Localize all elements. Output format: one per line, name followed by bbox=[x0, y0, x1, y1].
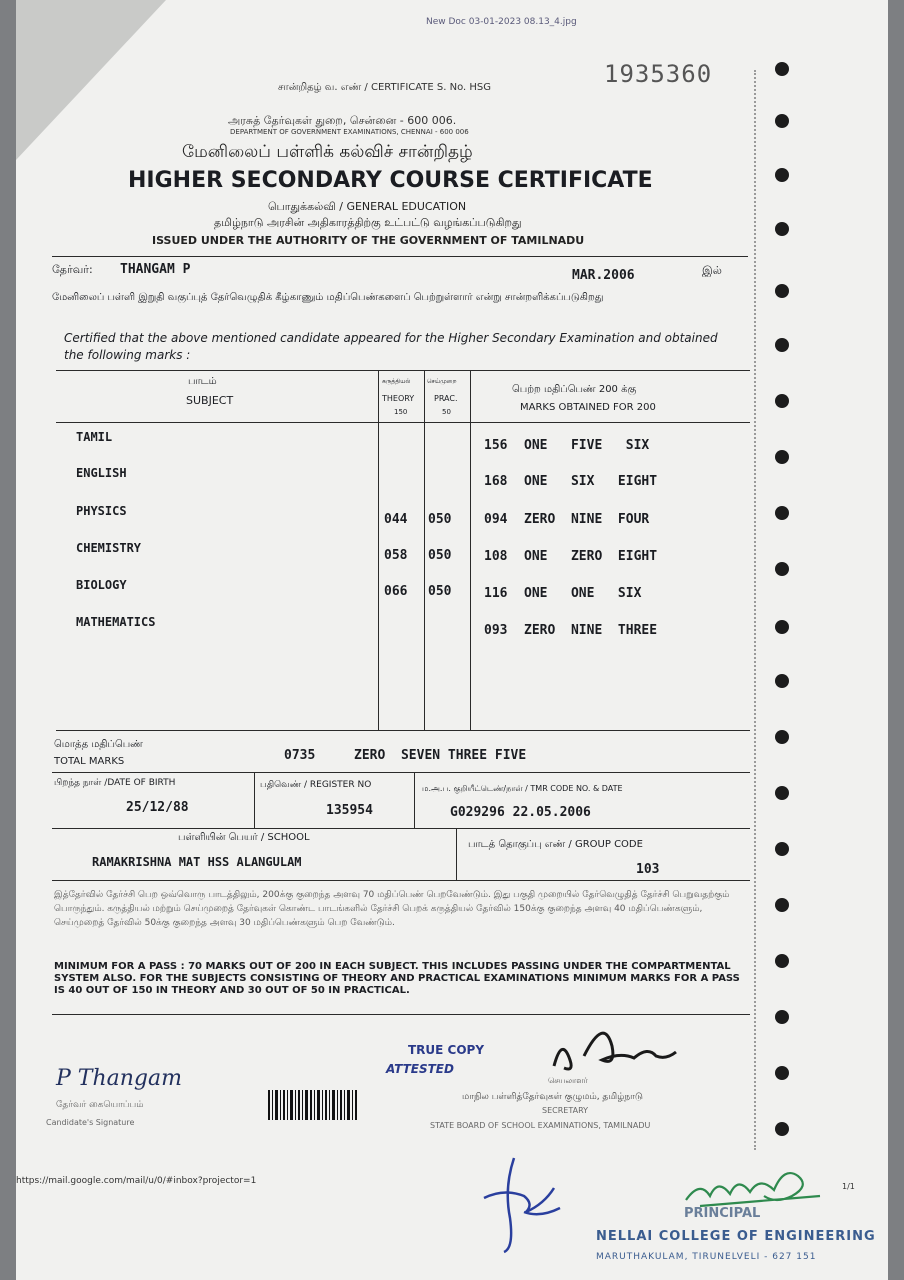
punch-hole bbox=[775, 842, 789, 856]
prac-value: 050 bbox=[428, 512, 452, 527]
true-copy-stamp: TRUE COPY bbox=[408, 1043, 485, 1057]
punch-hole bbox=[775, 114, 789, 128]
candidate-signature: P Thangam bbox=[56, 1066, 182, 1091]
page-number: 1/1 bbox=[842, 1182, 855, 1191]
candidate-sign-label: Candidate's Signature bbox=[46, 1118, 135, 1127]
theory-max: 150 bbox=[394, 408, 408, 416]
tamil-note: இத்தேர்வில் தேர்ச்சி பெற ஒவ்வொரு பாடத்திலும், 200க்கு குறைந்த அளவு 70 மதிப்பெண் பெறவேண்டும். இது பகுதி முறையில் தேர்வெழுதித் தேர்ச்சி பெறுவதற்கும் பொருந்தும். கருத்தியல் மற்றும் செய்முறைத் தேர்வுகள் கொண்ட பாடங்களில் தேர்ச்சி பெறக் கருத்தியல் தேர்வில் 150க்கு குறைந்த அளவு 40 மதிப்பெண்களும், செய்முறைத் தேர்வில் 50க்கு குறைந்த அளவு 30 மதிப்பெண்களும் பெற வேண்டும். bbox=[54, 890, 730, 928]
marks-header-tamil: பெற்ற மதிப்பெண் 200 க்கு bbox=[512, 384, 637, 395]
principal-label: PRINCIPAL bbox=[684, 1206, 761, 1221]
subject-name: BIOLOGY bbox=[76, 578, 127, 592]
marks-value: 168 bbox=[484, 474, 508, 489]
board-label: STATE BOARD OF SCHOOL EXAMINATIONS, TAMILNADU bbox=[430, 1121, 651, 1130]
tmr-value: G029296 22.05.2006 bbox=[450, 805, 591, 820]
divider bbox=[52, 880, 750, 881]
marks-value: 108 bbox=[484, 549, 508, 564]
punch-hole bbox=[775, 394, 789, 408]
marks-words: ONE ONE SIX bbox=[524, 586, 642, 601]
authority-english: ISSUED UNDER THE AUTHORITY OF THE GOVERNMENT OF TAMILNADU bbox=[152, 234, 585, 247]
title-english: HIGHER SECONDARY COURSE CERTIFICATE bbox=[128, 168, 653, 193]
dob-value: 25/12/88 bbox=[126, 800, 189, 815]
statement-tamil: மேனிலைப் பள்ளி இறுதி வகுப்புத் தேர்வெழுதிக் கீழ்காணும் மதிப்பெண்களைப் பெற்றுள்ளார் என்று சான்றளிக்கப்படுகிறது bbox=[52, 292, 604, 303]
board-tamil: மாநில பள்ளித்தேர்வுகள் குழுமம், தமிழ்நாடு bbox=[462, 1092, 643, 1102]
punch-hole bbox=[775, 786, 789, 800]
theory-value: 066 bbox=[384, 584, 408, 599]
secretary-signature bbox=[544, 1016, 684, 1076]
total-value: 0735 bbox=[284, 748, 316, 763]
register-label: பதிவெண் / REGISTER NO bbox=[260, 780, 372, 790]
secretary-tamil: செயலாளர் bbox=[548, 1076, 588, 1085]
punch-hole bbox=[775, 450, 789, 464]
marks-words: ONE ZERO EIGHT bbox=[524, 549, 658, 564]
punch-hole bbox=[775, 730, 789, 744]
col-divider bbox=[414, 772, 415, 828]
english-note: MINIMUM FOR A PASS : 70 MARKS OUT OF 200 IN EACH SUBJECT. THIS INCLUDES PASSING UNDER THE COMPARTMENTAL SYSTEM ALSO. FOR THE SUBJECTS CONSISTING OF THEORY AND PRACTICAL EXAMINATIONS MINIMUM MARKS FOR A PASS IS 40 OUT OF 150 IN THEORY AND 30 OUT OF 50 IN PRACTICAL. bbox=[54, 961, 740, 996]
marks-words: ONE SIX EIGHT bbox=[524, 474, 658, 489]
subject-header: SUBJECT bbox=[186, 394, 234, 407]
prac-max: 50 bbox=[442, 408, 451, 416]
subject-name: PHYSICS bbox=[76, 504, 127, 518]
total-label: TOTAL MARKS bbox=[54, 756, 125, 767]
prac-value: 050 bbox=[428, 548, 452, 563]
register-value: 135954 bbox=[326, 803, 373, 818]
tmr-label: ம.அ.ப. குறியீட்டெண்/நாள் / TMR CODE NO. & DATE bbox=[422, 784, 623, 793]
col-divider bbox=[456, 828, 457, 880]
punch-hole bbox=[775, 338, 789, 352]
group-code: 103 bbox=[636, 862, 660, 877]
marks-words: ZERO NINE THREE bbox=[524, 623, 658, 638]
marks-value: 156 bbox=[484, 438, 508, 453]
attestation-signature bbox=[464, 1148, 574, 1258]
table-header-bottom bbox=[56, 422, 750, 423]
name-label: தேர்வர்: bbox=[52, 263, 93, 276]
col-divider-1 bbox=[378, 370, 379, 730]
marks-header: MARKS OBTAINED FOR 200 bbox=[520, 402, 656, 413]
punch-hole bbox=[775, 506, 789, 520]
dept-english: DEPARTMENT OF GOVERNMENT EXAMINATIONS, CHENNAI - 600 006 bbox=[230, 128, 469, 136]
punch-hole bbox=[775, 1066, 789, 1080]
divider bbox=[52, 828, 750, 829]
col-divider bbox=[254, 772, 255, 828]
theory-header-tamil: கருத்தியல் bbox=[382, 378, 411, 385]
title-tamil: மேனிலைப் பள்ளிக் கல்விச் சான்றிதழ் bbox=[182, 142, 473, 162]
attested-stamp: ATTESTED bbox=[386, 1062, 454, 1076]
serial-number: 1935360 bbox=[604, 60, 713, 88]
divider bbox=[52, 772, 750, 773]
punch-hole bbox=[775, 222, 789, 236]
subject-name: ENGLISH bbox=[76, 466, 127, 480]
divider bbox=[52, 1014, 750, 1015]
table-bottom bbox=[56, 730, 750, 731]
page-fold bbox=[16, 0, 166, 160]
table-top bbox=[56, 370, 750, 371]
group-label: பாடத் தொகுப்பு எண் / GROUP CODE bbox=[468, 839, 643, 850]
subject-name: CHEMISTRY bbox=[76, 541, 142, 555]
secretary-label: SECRETARY bbox=[542, 1106, 589, 1115]
authority-tamil: தமிழ்நாடு அரசின் அதிகாரத்திற்கு உட்பட்டு வழங்கப்படுகிறது bbox=[214, 216, 522, 229]
exam-suffix: இல் bbox=[702, 264, 722, 277]
marks-value: 116 bbox=[484, 586, 508, 601]
serial-label: சான்றிதழ் வ. எண் / CERTIFICATE S. No. HSG bbox=[278, 82, 492, 93]
punch-hole bbox=[775, 674, 789, 688]
total-words: ZERO SEVEN THREE FIVE bbox=[354, 748, 527, 763]
subtitle: பொதுக்கல்வி / GENERAL EDUCATION bbox=[268, 200, 467, 213]
certificate-sheet bbox=[16, 0, 888, 1280]
punch-hole bbox=[775, 284, 789, 298]
candidate-sign-tamil: தேர்வர் கையொப்பம் bbox=[56, 1100, 144, 1110]
dept-tamil: அரசுத் தேர்வுகள் துறை, சென்னை - 600 006. bbox=[228, 114, 457, 127]
punch-hole bbox=[775, 168, 789, 182]
prac-value: 050 bbox=[428, 584, 452, 599]
punch-hole bbox=[775, 954, 789, 968]
college-address: MARUTHAKULAM, TIRUNELVELI - 627 151 bbox=[596, 1252, 817, 1262]
school-name: RAMAKRISHNA MAT HSS ALANGULAM bbox=[92, 855, 302, 869]
total-label-tamil: மொத்த மதிப்பெண் bbox=[54, 739, 143, 750]
marks-value: 093 bbox=[484, 623, 508, 638]
col-divider-2 bbox=[424, 370, 425, 730]
punch-hole bbox=[775, 898, 789, 912]
perforation-line bbox=[754, 70, 756, 1150]
subject-name: TAMIL bbox=[76, 430, 113, 444]
col-divider-3 bbox=[470, 370, 471, 730]
marks-words: ONE FIVE SIX bbox=[524, 438, 650, 453]
marks-words: ZERO NINE FOUR bbox=[524, 512, 650, 527]
theory-header: THEORY bbox=[382, 394, 415, 403]
filename-text: New Doc 03-01-2023 08.13_4.jpg bbox=[426, 17, 577, 27]
candidate-name: THANGAM P bbox=[120, 262, 191, 277]
college-name: NELLAI COLLEGE OF ENGINEERING bbox=[596, 1229, 876, 1244]
barcode-icon bbox=[268, 1090, 360, 1120]
marks-value: 094 bbox=[484, 512, 508, 527]
prac-header-tamil: செய்முறை bbox=[427, 378, 457, 385]
punch-hole bbox=[775, 562, 789, 576]
school-label: பள்ளியின் பெயர் / SCHOOL bbox=[178, 832, 310, 843]
statement-english: Certified that the above mentioned candidate appeared for the Higher Secondary Examination and obtained the following marks : bbox=[64, 331, 718, 362]
punch-hole bbox=[775, 1122, 789, 1136]
punch-hole bbox=[775, 62, 789, 76]
punch-hole bbox=[775, 620, 789, 634]
theory-value: 044 bbox=[384, 512, 408, 527]
subject-name: MATHEMATICS bbox=[76, 615, 156, 629]
prac-header: PRAC. bbox=[434, 394, 458, 403]
dob-label: பிறந்த நாள் /DATE OF BIRTH bbox=[54, 778, 176, 788]
theory-value: 058 bbox=[384, 548, 408, 563]
divider bbox=[52, 256, 748, 257]
subject-header-tamil: பாடம் bbox=[188, 376, 217, 387]
exam-month: MAR.2006 bbox=[572, 268, 635, 283]
print-url: https://mail.google.com/mail/u/0/#inbox?projector=1 bbox=[16, 1176, 257, 1186]
punch-hole bbox=[775, 1010, 789, 1024]
